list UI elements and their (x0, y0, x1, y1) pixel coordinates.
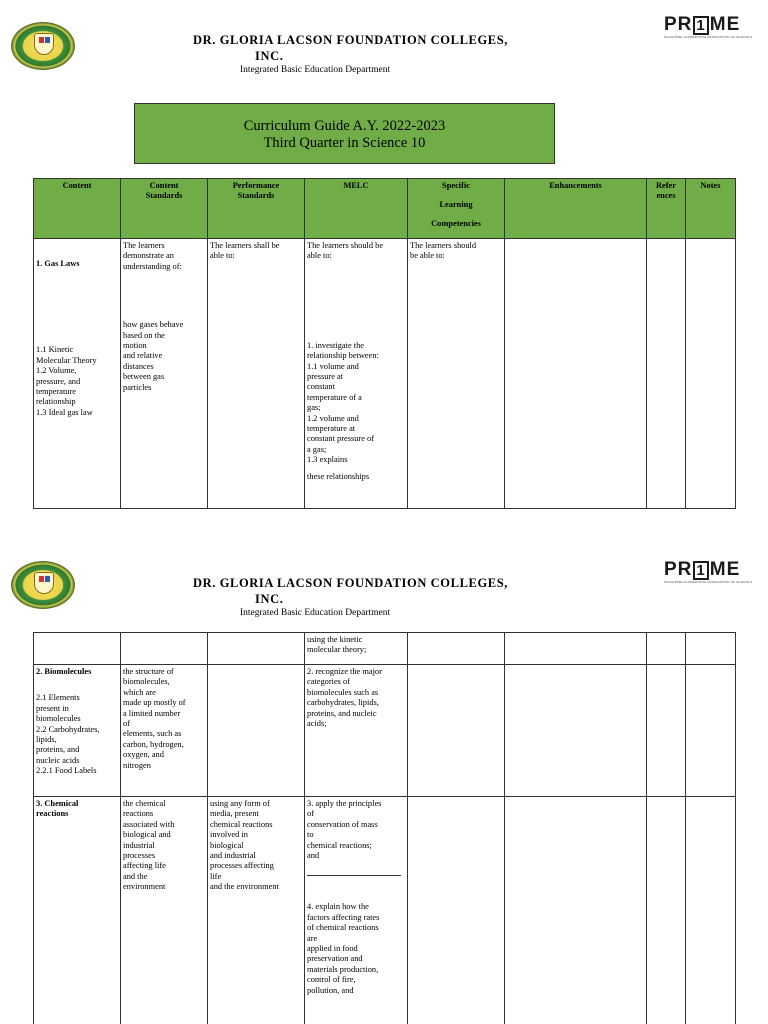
cont-content-standards (121, 633, 208, 665)
prime-logo-icon-page2: PR 1 ME PHILIPPINE ACCREDITING ASSOCIATION OF SCHOOLS (664, 559, 753, 584)
row1-performance-standards: The learners shall be able to: (208, 239, 305, 509)
row1-melc-cell (305, 239, 408, 509)
cont-melc: using the kinetic molecular theory; (305, 633, 408, 665)
school-name: DR. GLORIA LACSON FOUNDATION COLLEGES, (193, 33, 508, 47)
row3-melc-a: 3. apply the principles of conservation of mass to chemical reactions; and (307, 799, 382, 861)
school-name-inc-page2: INC. (255, 592, 284, 606)
row1-melc-tail: these relationships (307, 471, 370, 481)
cont-performance-standards (208, 633, 305, 665)
row2-references (647, 665, 686, 797)
row1-content-standards-cell (121, 239, 208, 509)
title-line-2: Third Quarter in Science 10 (263, 135, 426, 151)
row3-melc-cell (305, 797, 408, 1024)
cont-enhancements (505, 633, 647, 665)
row2-content-standards: the structure of biomolecules, which are made up mostly of a limited number of elements, such as carbon, hydrogen, oxygen, and nitrogen (121, 665, 208, 797)
row3-enhancements (505, 797, 647, 1024)
header-performance-standards: Performance Standards (208, 179, 305, 239)
row1-cs-intro: The learners demonstrate an understanding of: (123, 241, 182, 271)
row1-content-cell (34, 239, 121, 509)
cont-specific (408, 633, 505, 665)
curriculum-table-page2 (33, 632, 736, 1024)
row1-specific-competencies: The learners should be able to: (408, 239, 505, 509)
cont-content (34, 633, 121, 665)
row1-references (647, 239, 686, 509)
row1-melc-intro: The learners should be able to: (307, 241, 384, 261)
prime-logo-icon: PR 1 ME PHILIPPINE ACCREDITING ASSOCIATION OF SCHOOLS (664, 14, 753, 39)
row2-enhancements (505, 665, 647, 797)
school-seal-icon (11, 22, 75, 70)
title-line-1: Curriculum Guide A.Y. 2022-2023 (243, 118, 446, 134)
curriculum-table-page1 (33, 178, 736, 509)
header-content-standards: Content Standards (121, 179, 208, 239)
header-enhancements: Enhancements (505, 179, 647, 239)
row2-specific (408, 665, 505, 797)
cont-references (647, 633, 686, 665)
row3-topic: 3. Chemical reactions (34, 797, 121, 1024)
curriculum-title (134, 103, 555, 164)
row3-specific (408, 797, 505, 1024)
row2-topic: 2. Biomolecules (36, 667, 92, 676)
row2-subtopics: 2.1 Elements present in biomolecules 2.2 Carbohydrates, lipids, proteins, and nucleic acids 2.2.1 Food Labels (36, 693, 100, 776)
header-content: Content (34, 179, 121, 239)
row2-performance-standards (208, 665, 305, 797)
row1-notes (686, 239, 736, 509)
school-name-inc: INC. (255, 49, 284, 63)
row1-melc-body: 1. investigate the relationship between: 1.1 volume and pressure at constant temperature of a gas; 1.2 volume and temperature at constant pressure of a gas; 1.3 explains (307, 340, 379, 465)
header-specific-competencies: Specific Learning Competencies (408, 179, 505, 239)
row1-subtopics: 1.1 Kinetic Molecular Theory 1.2 Volume, pressure, and temperature relationship 1.3 Ideal gas law (36, 345, 97, 417)
row2-notes (686, 665, 736, 797)
row3-melc-b: 4. explain how the factors affecting rates of chemical reactions are applied in food preservation and materials production, control of fire, pollution, and (307, 902, 380, 995)
row3-notes (686, 797, 736, 1024)
header-references: Refer ences (647, 179, 686, 239)
row1-topic: 1. Gas Laws (36, 259, 80, 268)
department-name-page2: Integrated Basic Education Department (240, 608, 391, 618)
melc-divider-line (307, 875, 401, 876)
school-name-page2: DR. GLORIA LACSON FOUNDATION COLLEGES, (193, 576, 508, 590)
row3-performance-standards: using any form of media, present chemical reactions involved in biological and industrial processes affecting life and the environment (208, 797, 305, 1024)
cont-notes (686, 633, 736, 665)
row3-content-standards: the chemical reactions associated with biological and industrial processes affecting life and the environment (121, 797, 208, 1024)
header-notes: Notes (686, 179, 736, 239)
school-seal-icon-page2 (11, 561, 75, 609)
department-name: Integrated Basic Education Department (240, 65, 391, 75)
row1-cs-body: how gases behave based on the motion and relative distances between gas particles (123, 320, 184, 392)
header-melc: MELC (305, 179, 408, 239)
row3-references (647, 797, 686, 1024)
row1-enhancements (505, 239, 647, 509)
row2-content-cell (34, 665, 121, 797)
row2-melc: 2. recognize the major categories of biomolecules such as carbohydrates, lipids, proteins, and nucleic acids; (305, 665, 408, 797)
